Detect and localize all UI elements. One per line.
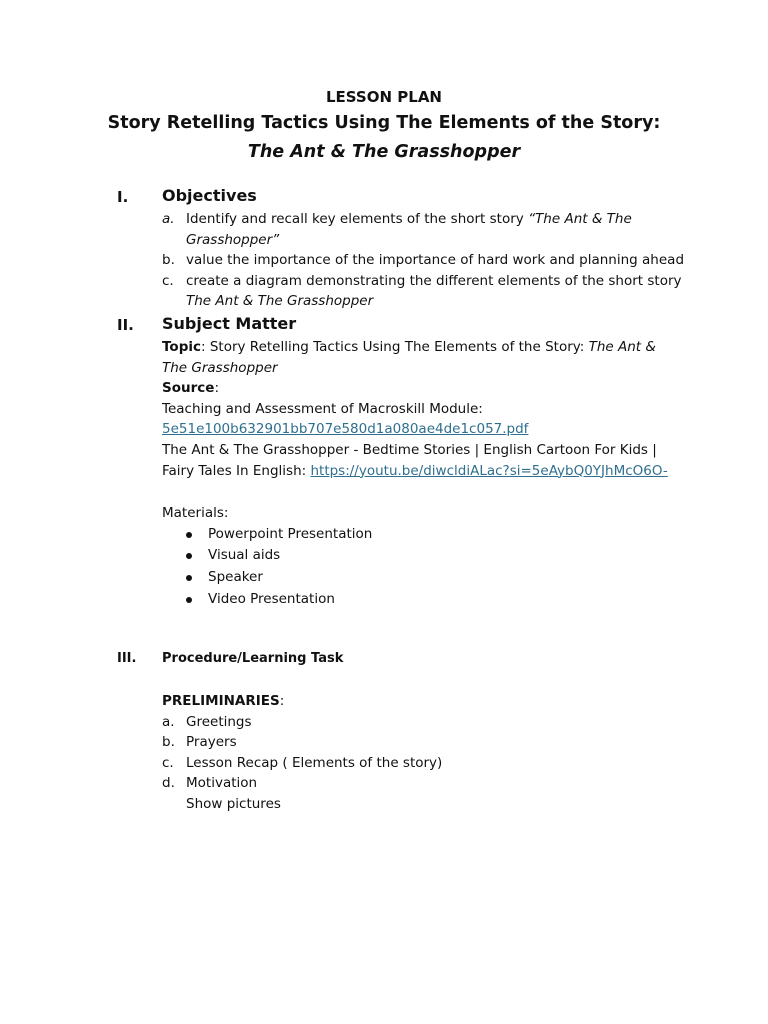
objective-text: value the importance of the importance of hard work and planning ahead: [186, 252, 685, 269]
objective-story-title: The Ant & The Grasshopper: [186, 293, 374, 310]
topic-story-title: The Ant & The Grasshopper: [162, 339, 656, 376]
procedure-body: [162, 691, 702, 815]
objectives-list-block: [162, 209, 685, 312]
list-item: b. Prayers: [162, 732, 702, 753]
objective-story-title: “The Ant & The Grasshopper”: [186, 211, 632, 248]
preliminaries-list: [162, 712, 702, 815]
bullet-icon: [186, 597, 192, 603]
list-marker: d.: [162, 775, 175, 792]
preliminaries-line: PRELIMINARIES:: [162, 693, 285, 709]
document-type: LESSON PLAN: [326, 88, 442, 106]
list-item: Speaker: [162, 567, 682, 589]
document-header: [0, 86, 768, 166]
objective-text: create a diagram demonstrating the different elements of the short story: [186, 272, 682, 289]
list-item: Powerpoint Presentation: [162, 524, 682, 546]
document-title: Story Retelling Tactics Using The Elements of the Story:: [107, 113, 661, 133]
list-marker: c.: [162, 272, 174, 289]
subject-matter-body: [162, 337, 682, 610]
bullet-icon: [186, 575, 192, 581]
list-marker: b.: [162, 734, 175, 751]
list-item: [162, 271, 682, 312]
topic-label: Topic: [162, 339, 201, 355]
objectives-list: [162, 209, 685, 312]
video-link[interactable]: https://youtu.be/diwcldiALac?si=5eAybQ0YJhMcO6O-: [310, 462, 668, 479]
materials-label: Materials:: [162, 504, 229, 521]
materials-list: [162, 524, 682, 610]
list-marker: c.: [162, 754, 174, 771]
bullet-icon: [186, 532, 192, 538]
bullet-icon: [186, 553, 192, 559]
list-marker: a.: [162, 713, 175, 730]
section-heading: Objectives: [162, 186, 257, 205]
module-pdf-link[interactable]: 5e51e100b632901bb707e580d1a080ae4de1c057.pdf: [162, 421, 529, 438]
list-item: a. Greetings: [162, 712, 702, 733]
list-item: [162, 250, 685, 271]
objective-text: Identify and recall key elements of the short story: [186, 211, 529, 227]
topic-line: Topic: Story Retelling Tactics Using The Elements of the Story: The Ant & The Grasshopper: [162, 339, 656, 376]
list-item: Video Presentation: [162, 589, 682, 611]
list-item: d. Motivation Show pictures: [162, 773, 702, 814]
source-label: Source: [162, 380, 215, 397]
video-source-text: The Ant & The Grasshopper - Bedtime Stories | English Cartoon For Kids | Fairy Tales In English:: [162, 441, 657, 479]
list-item: c. Lesson Recap ( Elements of the story): [162, 753, 702, 774]
section-numeral: III.: [117, 651, 137, 666]
module-label: Teaching and Assessment of Macroskill Module:: [162, 400, 483, 417]
list-item: Visual aids: [162, 545, 682, 567]
section-numeral: I.: [117, 188, 129, 206]
list-item: [162, 209, 682, 250]
list-marker: a.: [162, 211, 175, 227]
video-source: [162, 440, 682, 481]
section-heading: Procedure/Learning Task: [162, 651, 344, 666]
document-subtitle: The Ant & The Grasshopper: [247, 142, 521, 162]
list-marker: b.: [162, 252, 175, 269]
preliminaries-label: PRELIMINARIES: [162, 693, 280, 709]
motivation-subitem: Show pictures: [186, 795, 281, 812]
source-line: Source:: [162, 380, 219, 397]
section-heading: Subject Matter: [162, 314, 297, 333]
topic-text: Story Retelling Tactics Using The Elements of the Story:: [205, 339, 589, 355]
section-numeral: II.: [117, 316, 134, 334]
